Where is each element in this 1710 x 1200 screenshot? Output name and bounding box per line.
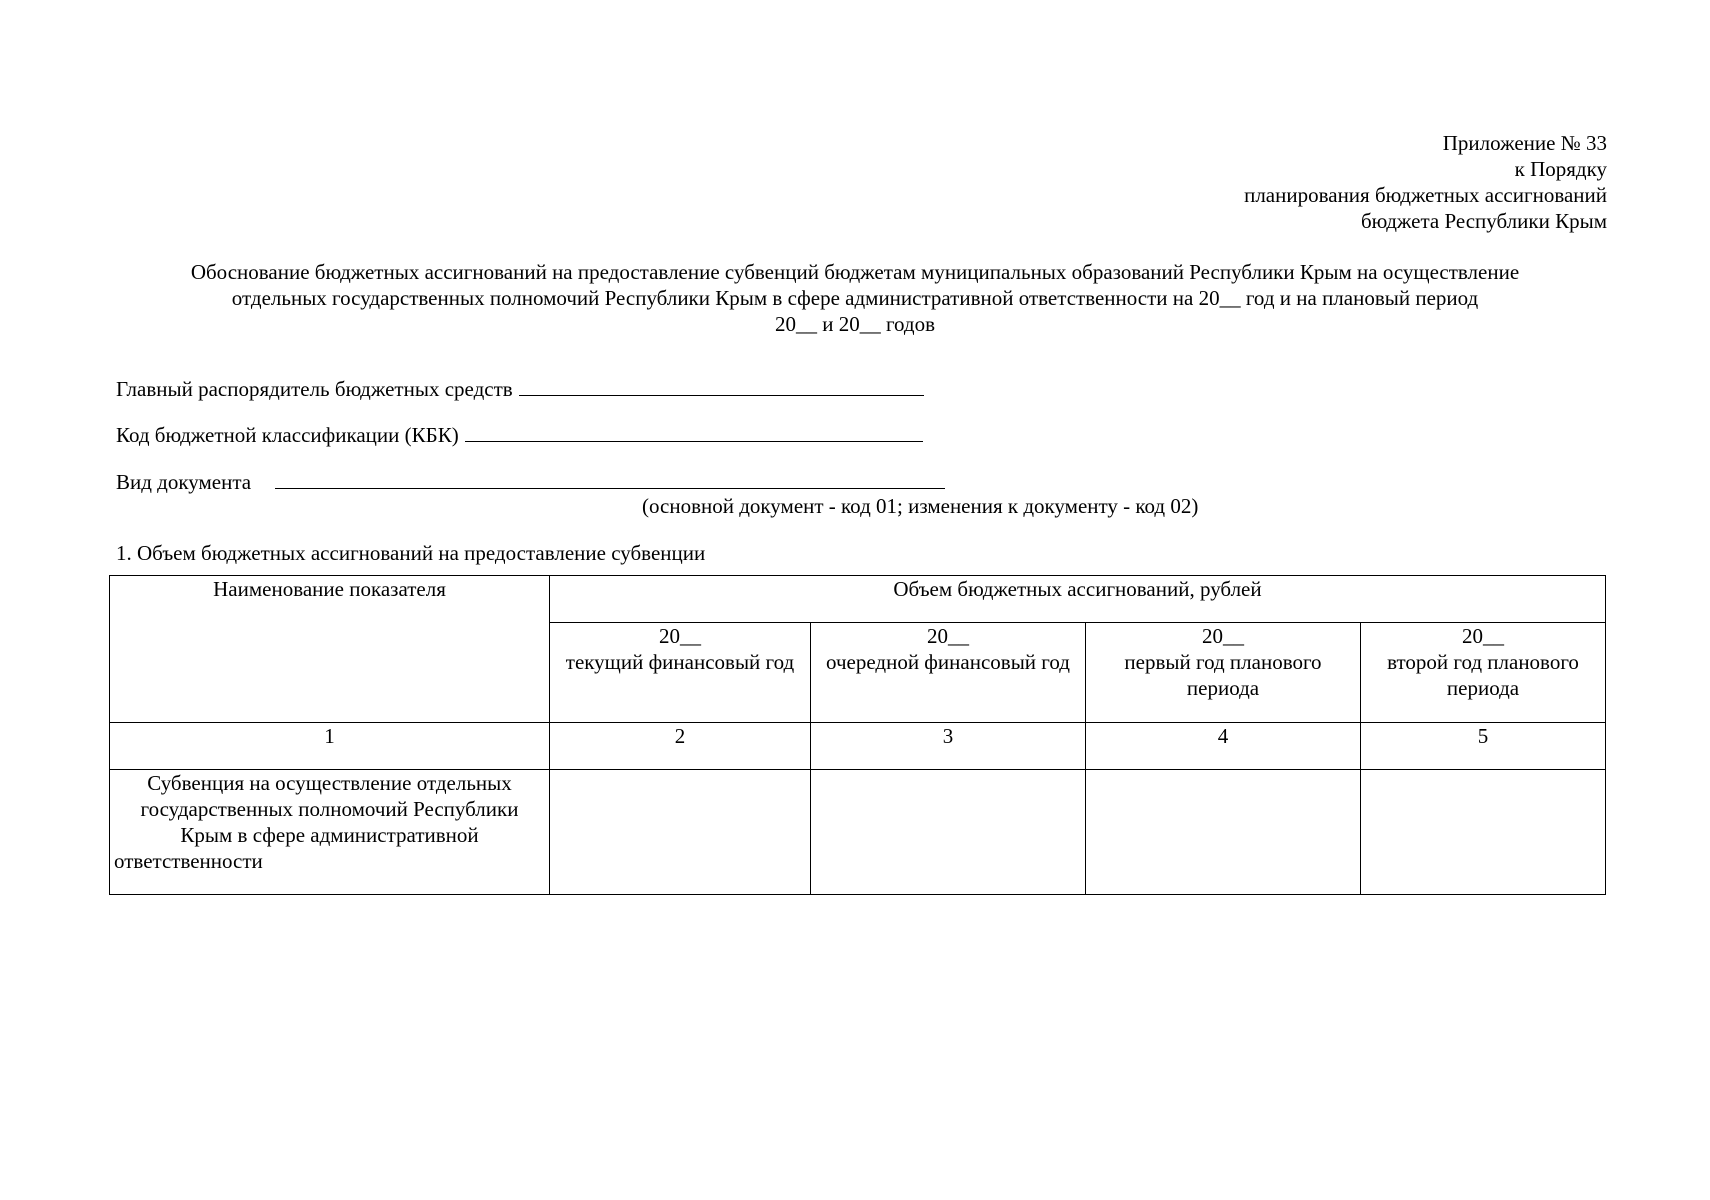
column-number-row — [110, 723, 1606, 770]
kbk-field — [116, 422, 923, 448]
allocation-table — [109, 575, 1606, 895]
column-label: первый год планового периода — [1124, 650, 1322, 700]
appendix-ref: к Порядку — [1514, 157, 1607, 181]
title-line: отдельных государственных полномочий Республики Крым в сфере административной ответственности на 20__ год и на плановый период — [231, 286, 1479, 310]
table-row — [110, 770, 1606, 895]
table-header-row — [110, 576, 1606, 623]
column-year: 20__ — [1462, 624, 1504, 648]
section-title: 1. Объем бюджетных ассигнований на предоставление субвенции — [116, 541, 706, 565]
value-cell[interactable] — [550, 770, 811, 895]
title-line: Обоснование бюджетных ассигнований на предоставление субвенций бюджетам муниципальных образований Республики Крым на осуществление — [190, 260, 1520, 284]
column-header — [1086, 623, 1361, 723]
column-number: 3 — [811, 723, 1086, 770]
column-label: второй год планового периода — [1387, 650, 1579, 700]
column-number: 5 — [1361, 723, 1606, 770]
column-number: 1 — [110, 723, 550, 770]
appendix-header — [1244, 130, 1607, 234]
value-cell[interactable] — [1361, 770, 1606, 895]
doc-type-note: (основной документ - код 01; изменения к документу - код 02) — [642, 494, 1199, 518]
doc-type-field — [116, 469, 945, 495]
doc-type-input-line[interactable] — [275, 470, 945, 489]
volume-header: Объем бюджетных ассигнований, рублей — [550, 576, 1606, 623]
document-title — [120, 259, 1590, 337]
column-label: очередной финансовый год — [826, 650, 1070, 674]
column-header — [1361, 623, 1606, 723]
column-header — [550, 623, 811, 723]
indicator-name-cell: Субвенция на осуществление отдельных государственных полномочий Республики Крым в сфере административной ответственности — [110, 770, 550, 895]
kbk-label: Код бюджетной классификации (КБК) — [116, 423, 459, 447]
column-year: 20__ — [1202, 624, 1244, 648]
column-year: 20__ — [927, 624, 969, 648]
manager-field — [116, 376, 924, 402]
value-cell[interactable] — [811, 770, 1086, 895]
column-label: текущий финансовый год — [565, 650, 795, 674]
appendix-number: Приложение № 33 — [1442, 131, 1607, 155]
indicator-name-header: Наименование показателя — [110, 576, 550, 723]
appendix-ref-line: бюджета Республики Крым — [1360, 209, 1607, 233]
column-header — [811, 623, 1086, 723]
title-line: 20__ и 20__ годов — [774, 312, 936, 336]
appendix-ref-line: планирования бюджетных ассигнований — [1244, 183, 1607, 207]
column-number: 4 — [1086, 723, 1361, 770]
kbk-input-line[interactable] — [465, 423, 923, 442]
column-year: 20__ — [659, 624, 701, 648]
doc-type-label: Вид документа — [116, 470, 252, 494]
column-number: 2 — [550, 723, 811, 770]
manager-input-line[interactable] — [519, 377, 924, 396]
manager-label: Главный распорядитель бюджетных средств — [116, 377, 513, 401]
value-cell[interactable] — [1086, 770, 1361, 895]
